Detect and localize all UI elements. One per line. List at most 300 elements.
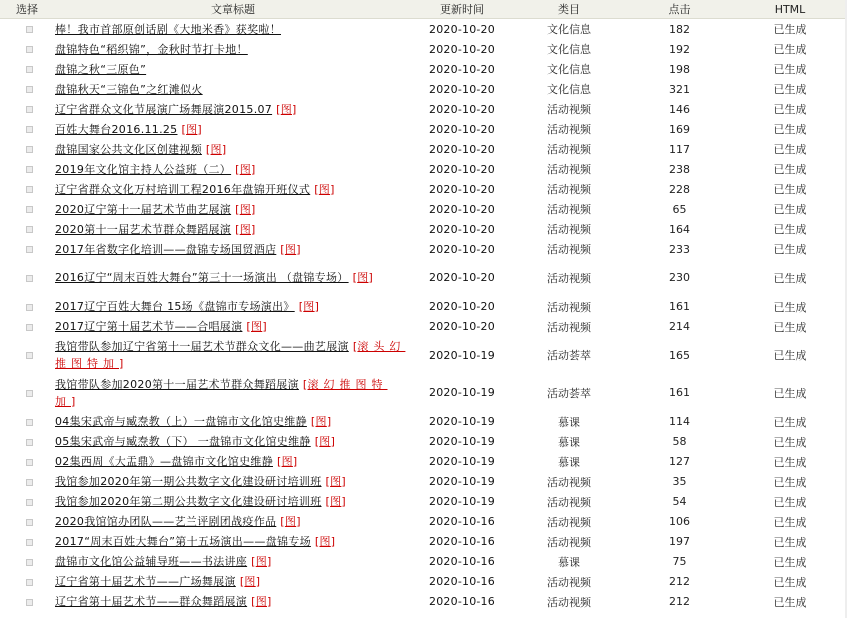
select-cell [0,259,54,297]
article-tag[interactable] [251,555,272,568]
row-checkbox[interactable] [26,539,33,546]
update-time: 2020-10-20 [429,222,495,236]
table-row [0,19,847,40]
click-count: 54 [672,495,687,508]
category: 活动荟萃 [547,386,591,400]
update-time: 2020-10-20 [429,22,495,36]
article-tag[interactable] [353,271,374,284]
article-title-link[interactable]: 百姓大舞台2016.11.25 [55,122,178,136]
article-tag[interactable] [206,143,227,156]
category: 活动视频 [547,535,591,549]
category: 慕课 [558,435,580,449]
click-count: 117 [669,142,690,156]
update-time: 2020-10-16 [429,595,495,608]
article-title-link[interactable]: 辽宁省群众文化万村培训工程2016年盘锦开班仪式 [55,182,311,196]
tag-bracket-close: ] [197,122,202,136]
title-cell [54,432,412,452]
article-tag[interactable] [326,475,347,488]
html-status: 已生成 [773,43,807,56]
row-checkbox[interactable] [26,499,33,506]
html-status: 已生成 [773,300,807,314]
table-row [0,317,847,337]
tag-label: 图 [357,271,369,285]
tag-bracket-open: [ [314,182,319,196]
article-tag[interactable] [181,123,202,136]
row-checkbox[interactable] [26,419,33,426]
html-status: 已生成 [773,203,807,216]
title-cell [54,297,412,317]
article-title-link[interactable]: 盘锦之秋“三原色” [55,62,147,76]
category: 活动视频 [547,163,591,176]
update-time: 2020-10-19 [429,386,495,400]
header-row [0,0,847,19]
html-status: 已生成 [773,183,807,196]
tag-bracket-close: ] [330,182,335,196]
row-checkbox[interactable] [26,126,33,133]
table-row [0,39,847,59]
title-cell [54,19,412,40]
article-title-link[interactable]: 盘锦特色“稻织锦”，金秋时节打卡地！ [55,42,248,56]
tag-bracket-close: ] [368,271,374,285]
row-checkbox[interactable] [26,106,33,113]
header-select: 选择 [0,0,54,19]
tag-bracket-close: ] [119,357,124,371]
tag-bracket-open: [ [325,495,331,508]
article-title-link[interactable]: 2020第十一届艺术节群众舞蹈展演 [55,222,232,236]
update-time: 2020-10-16 [429,535,495,548]
click-count: 228 [669,182,690,196]
article-title-link[interactable]: 我馆带队参加2020第十一届艺术节群众舞蹈展演 [55,377,299,391]
update-time: 2020-10-20 [429,202,495,216]
tag-label: 图 [319,435,331,448]
row-checkbox[interactable] [26,66,33,73]
click-count: 106 [669,515,690,528]
tag-bracket-open: [ [352,340,358,354]
click-count: 321 [669,82,690,96]
select-cell [0,412,54,432]
tag-bracket-close: ] [262,320,267,333]
tag-bracket-close: ] [71,394,76,408]
table-header [0,0,847,19]
table-row [0,99,847,119]
update-time: 2020-10-20 [429,182,495,196]
category: 活动视频 [547,203,591,216]
click-count: 214 [669,320,690,333]
html-status: 已生成 [773,271,807,285]
tag-bracket-close: ] [330,535,336,548]
category: 活动视频 [547,495,591,509]
update-time: 2020-10-20 [429,162,495,176]
article-title-link[interactable]: 05集宋武帝与臧焘教（下） 一盘锦市文化馆史维静 [55,435,311,448]
tag-label: 图 [251,320,263,333]
table-row [0,179,847,199]
table-row [0,374,847,412]
select-cell [0,432,54,452]
article-tag[interactable] [235,223,256,236]
tag-bracket-open: [ [314,435,320,448]
tag-bracket-open: [ [251,555,256,568]
click-count: 146 [669,102,690,116]
click-count: 164 [669,222,690,236]
update-time: 2020-10-20 [429,42,495,56]
tag-label: 图 [244,575,256,588]
table-body [0,19,847,612]
click-count: 75 [672,555,687,568]
select-cell [0,179,54,199]
article-title-link[interactable]: 我馆参加2020年第二期公共数字文化建设研讨培训班 [55,495,322,508]
row-checkbox[interactable] [26,186,33,193]
article-title-link[interactable]: 辽宁省群众文化节展演广场舞展演2015.07 [55,102,273,116]
category: 活动视频 [547,575,591,589]
tag-label: 图 [315,415,327,428]
tag-bracket-close: ] [251,222,256,236]
title-cell [54,317,412,337]
category: 活动视频 [547,103,591,116]
row-checkbox[interactable] [26,304,33,311]
table-row [0,199,847,219]
tag-label: 图 [280,102,292,116]
category: 活动视频 [547,223,591,236]
tag-label: 图 [239,162,251,176]
html-status: 已生成 [773,123,807,136]
title-cell [54,337,412,375]
article-title-link[interactable]: 2020辽宁第十一届艺术节曲艺展演 [55,202,232,216]
select-cell [0,99,54,119]
tag-bracket-close: ] [255,575,261,588]
table-row [0,139,847,159]
click-count: 165 [669,348,690,362]
article-tag[interactable] [299,300,320,313]
article-title-link[interactable]: 2019年文化馆主持人公益班（二） [55,162,232,176]
update-time: 2020-10-16 [429,515,495,528]
tag-label: 图 [284,242,297,256]
tag-label: 图 [255,555,268,568]
tag-bracket-close: ] [221,142,227,156]
tag-label: 图 [330,475,342,488]
html-status: 已生成 [773,415,807,429]
article-tag[interactable] [246,320,267,333]
select-cell [0,79,54,99]
tag-bracket-close: ] [267,555,272,568]
category: 活动视频 [547,271,591,285]
tag-bracket-open: [ [235,162,240,176]
tag-bracket-open: [ [205,142,211,156]
article-tag[interactable] [326,495,347,508]
update-time: 2020-10-19 [429,435,495,448]
html-status: 已生成 [773,63,807,76]
header-html: HTML [733,0,847,19]
title-cell [54,552,412,572]
article-title-link[interactable]: 我馆带队参加辽宁省第十一届艺术节群众文化——曲艺展演 [55,340,349,354]
click-count: 212 [669,595,690,608]
html-status: 已生成 [773,103,807,116]
article-tag[interactable] [235,163,256,176]
click-count: 198 [669,62,690,76]
title-cell [54,572,412,592]
title-cell [54,79,412,99]
update-time: 2020-10-19 [429,495,495,508]
table-row [0,119,847,139]
select-cell [0,199,54,219]
table-row [0,472,847,492]
tag-bracket-open: [ [280,515,285,528]
row-checkbox[interactable] [26,390,33,397]
select-cell [0,19,54,40]
click-count: 233 [669,242,690,256]
row-checkbox[interactable] [26,519,33,526]
category: 慕课 [558,455,580,469]
category: 慕课 [558,415,580,429]
article-title-link[interactable]: 辽宁省第十届艺术节——群众舞蹈展演 [55,595,248,608]
article-title-link[interactable]: 2020我馆馆办团队——艺兰评剧团战疫作品 [55,515,277,528]
article-tag[interactable] [311,415,332,428]
article-title-link[interactable]: 2016辽宁“周末百姓大舞台”第三十一场演出 （盘锦专场） [55,271,349,285]
click-count: 161 [669,386,690,400]
tag-bracket-open: [ [310,415,316,428]
article-tag[interactable] [280,243,301,256]
table-row [0,532,847,552]
category: 文化信息 [547,23,591,36]
click-count: 65 [672,202,687,216]
tag-label: 图 [210,142,222,156]
tag-label: 图 [186,122,198,136]
article-title-link[interactable]: 盘锦秋天“三锦色”之红滩似火 [55,82,203,96]
article-tag[interactable] [276,103,297,116]
row-checkbox[interactable] [26,275,33,282]
update-time: 2020-10-19 [429,348,495,362]
table-row [0,432,847,452]
table-row [0,297,847,317]
tag-bracket-close: ] [341,475,346,488]
tag-bracket-open: [ [239,575,245,588]
article-tag[interactable] [280,515,301,528]
update-time: 2020-10-16 [429,555,495,568]
table-row [0,552,847,572]
tag-bracket-open: [ [276,102,281,116]
select-cell [0,39,54,59]
row-checkbox[interactable] [26,206,33,213]
update-time: 2020-10-20 [429,300,495,313]
article-title-link[interactable]: 棒！我市首部原创话剧《大地米香》获奖啦！ [55,22,281,36]
article-title-link[interactable]: 2017辽宁第十届艺术节——合唱展演 [55,320,243,333]
category: 活动视频 [547,123,591,136]
category: 文化信息 [547,43,591,56]
header-time: 更新时间 [412,0,512,19]
tag-bracket-open: [ [280,242,285,256]
article-title-link[interactable]: 02集西周《大盂鼎》—盘锦市文化馆史维静 [55,455,273,468]
select-cell [0,592,54,612]
row-checkbox[interactable] [26,599,33,606]
category: 活动荟萃 [547,349,591,363]
row-checkbox[interactable] [26,86,33,93]
update-time: 2020-10-20 [429,320,495,333]
tag-bracket-close: ] [292,455,298,468]
html-status: 已生成 [773,349,807,363]
html-status: 已生成 [773,515,807,529]
select-cell [0,552,54,572]
tag-label: 图 [284,515,297,528]
click-count: 230 [669,271,690,285]
tag-label: 图 [303,300,315,313]
tag-bracket-close: ] [330,435,336,448]
html-status: 已生成 [773,455,807,469]
table-row [0,79,847,99]
html-status: 已生成 [773,575,807,589]
tag-bracket-close: ] [267,595,272,608]
select-cell [0,572,54,592]
tag-bracket-close: ] [251,162,256,176]
article-title-link[interactable]: 2017“周末百姓大舞台”第十五场演出——盘锦专场 [55,535,311,548]
html-status: 已生成 [773,83,807,96]
title-cell [54,179,412,199]
tag-label: 图 [319,535,331,548]
table-row [0,59,847,79]
click-count: 182 [669,22,690,36]
select-cell [0,219,54,239]
row-checkbox[interactable] [26,479,33,486]
tag-label: 图 [255,595,268,608]
row-checkbox[interactable] [26,579,33,586]
article-title-link[interactable]: 04集宋武帝与臧焘教（上）一盘锦市文化馆史维静 [55,415,307,428]
html-status: 已生成 [773,535,807,549]
article-tag[interactable] [315,535,336,548]
table-row [0,572,847,592]
html-status: 已生成 [773,223,807,236]
tag-label: 图 [318,182,331,196]
article-title-link[interactable]: 盘锦国家公共文化区创建视频 [55,142,202,156]
update-time: 2020-10-20 [429,142,495,156]
table-row [0,512,847,532]
category: 活动视频 [547,475,591,489]
article-title-link[interactable]: 2017年省数字化培训——盘锦专场国贸酒店 [55,242,277,256]
tag-bracket-open: [ [181,122,187,136]
table-row [0,239,847,259]
update-time: 2020-10-19 [429,475,495,488]
title-cell [54,159,412,179]
tag-bracket-close: ] [326,415,332,428]
row-checkbox[interactable] [26,559,33,566]
row-checkbox[interactable] [26,146,33,153]
row-checkbox[interactable] [26,26,33,33]
tag-bracket-open: [ [302,377,308,391]
title-cell [54,259,412,297]
title-cell [54,119,412,139]
click-count: 169 [669,122,690,136]
article-tag[interactable] [240,575,261,588]
title-cell [54,512,412,532]
select-cell [0,139,54,159]
tag-label: 图 [239,202,251,216]
title-cell [54,452,412,472]
click-count: 192 [669,42,690,56]
select-cell [0,317,54,337]
html-status: 已生成 [773,595,807,609]
category: 活动视频 [547,243,591,256]
select-cell [0,492,54,512]
row-checkbox[interactable] [26,46,33,53]
select-cell [0,472,54,492]
article-title-link[interactable]: 我馆参加2020年第一期公共数字文化建设研讨培训班 [55,475,322,488]
html-status: 已生成 [773,435,807,449]
html-status: 已生成 [773,243,807,256]
tag-bracket-open: [ [325,475,331,488]
row-checkbox[interactable] [26,324,33,331]
table-row [0,412,847,432]
title-cell [54,472,412,492]
article-tag[interactable] [235,203,256,216]
table-row [0,159,847,179]
tag-bracket-close: ] [292,102,297,116]
select-cell [0,452,54,472]
article-title-link[interactable]: 辽宁省第十届艺术节——广场舞展演 [55,575,236,588]
select-cell [0,119,54,139]
html-status: 已生成 [773,143,807,156]
table-row [0,219,847,239]
row-checkbox[interactable] [26,439,33,446]
select-cell [0,512,54,532]
select-cell [0,297,54,317]
header-category: 类目 [512,0,626,19]
category: 活动视频 [547,595,591,609]
row-checkbox[interactable] [26,459,33,466]
category: 文化信息 [547,83,591,96]
html-status: 已生成 [773,320,807,334]
article-title-link[interactable]: 2017辽宁百姓大舞台 15场《盘锦市专场演出》 [55,300,295,313]
tag-bracket-open: [ [298,300,304,313]
table-row [0,592,847,612]
click-count: 114 [669,415,690,428]
title-cell [54,374,412,412]
tag-bracket-open: [ [251,595,256,608]
article-tag[interactable] [251,595,272,608]
select-cell [0,59,54,79]
update-time: 2020-10-19 [429,415,495,428]
title-cell [54,492,412,512]
click-count: 127 [669,455,690,468]
title-cell [54,239,412,259]
article-title-link[interactable]: 盘锦市文化馆公益辅导班——书法讲座 [55,555,248,568]
row-checkbox[interactable] [26,166,33,173]
tag-label: 图 [239,222,251,236]
update-time: 2020-10-16 [429,575,495,588]
click-count: 161 [669,300,690,313]
tag-bracket-open: [ [235,202,240,216]
update-time: 2020-10-20 [429,242,495,256]
update-time: 2020-10-19 [429,455,495,468]
html-status: 已生成 [773,163,807,176]
select-cell [0,337,54,375]
tag-bracket-open: [ [235,222,240,236]
article-tag[interactable] [277,455,298,468]
title-cell [54,59,412,79]
tag-bracket-close: ] [341,495,346,508]
table-row [0,452,847,472]
category: 活动视频 [547,183,591,196]
row-checkbox[interactable] [26,246,33,253]
article-tag[interactable] [314,183,335,196]
row-checkbox[interactable] [26,352,33,359]
tag-bracket-close: ] [296,242,301,256]
category: 活动视频 [547,300,591,314]
row-checkbox[interactable] [26,226,33,233]
update-time: 2020-10-20 [429,122,495,136]
tag-bracket-open: [ [314,535,320,548]
category: 文化信息 [547,63,591,76]
article-tag[interactable] [315,435,336,448]
tag-bracket-close: ] [296,515,301,528]
category: 活动视频 [547,515,591,529]
select-cell [0,374,54,412]
